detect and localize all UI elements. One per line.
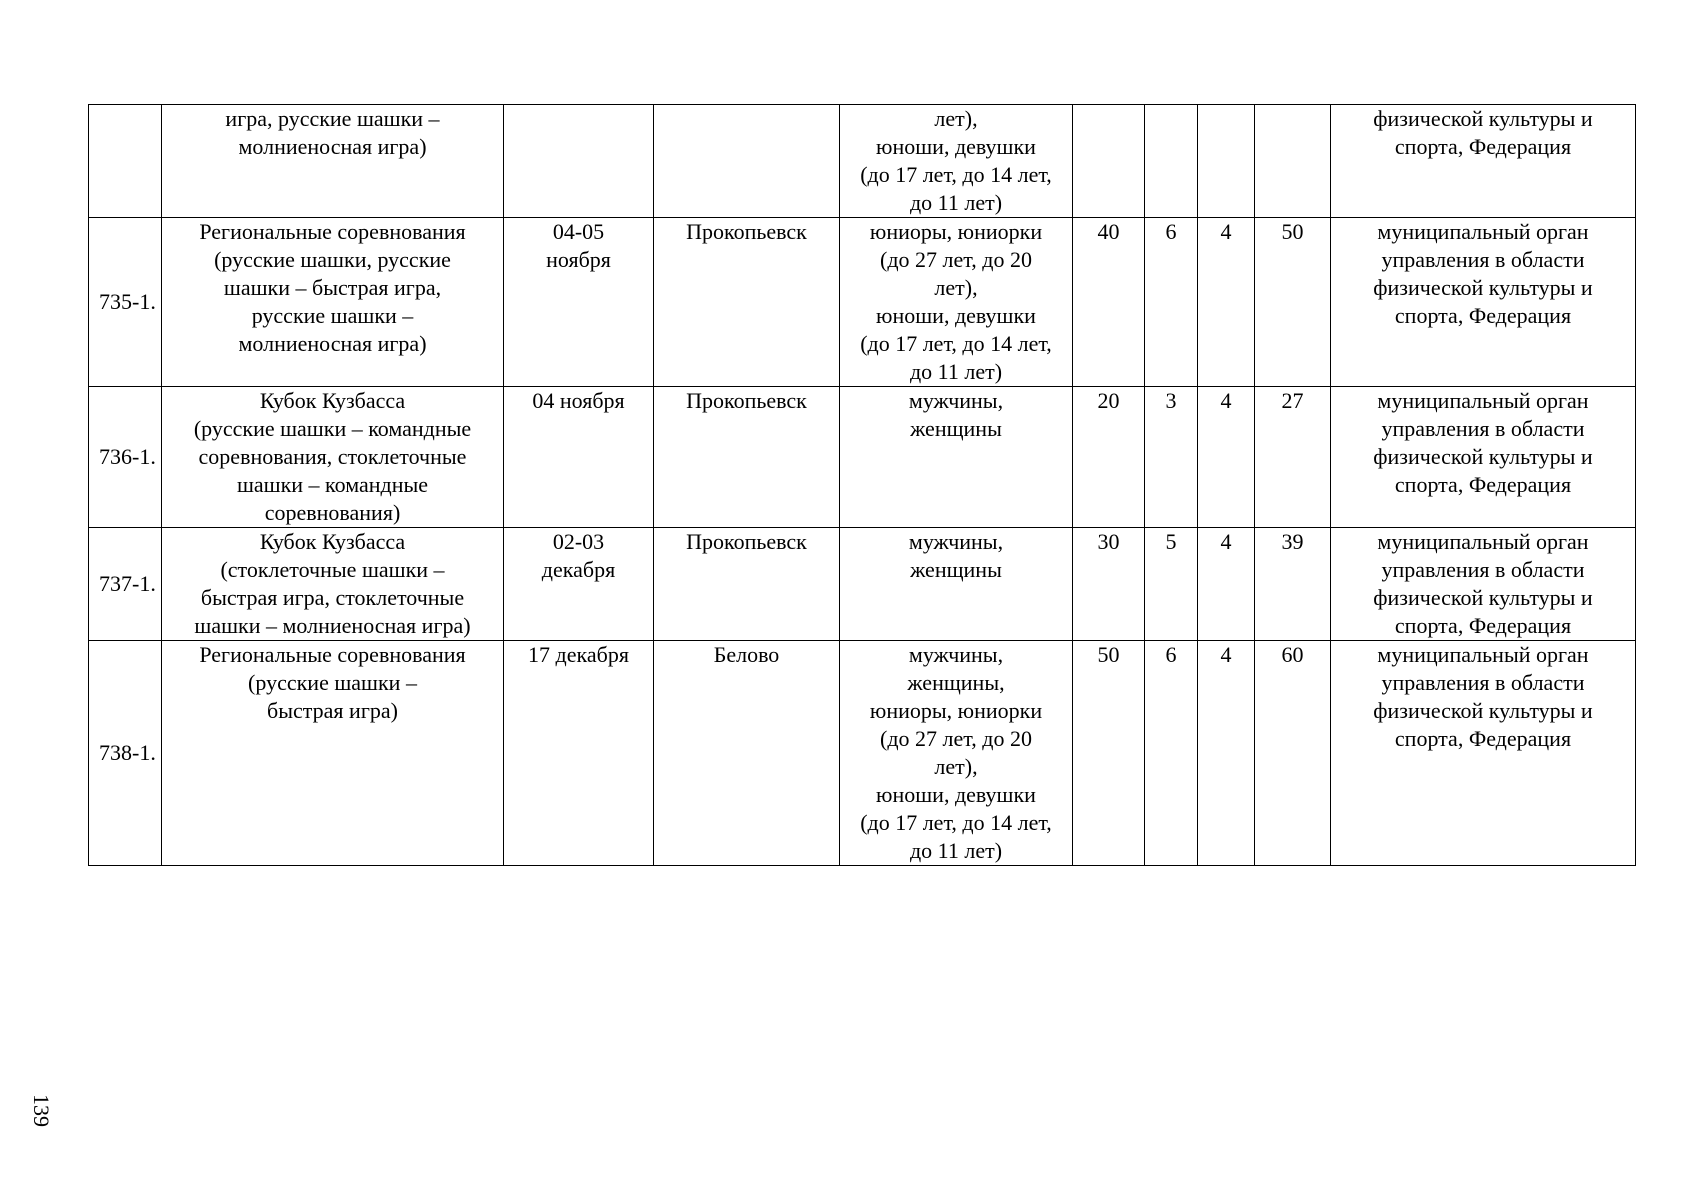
row-number: 736-1. [89,387,162,528]
competition-place: Прокопьевск [654,218,840,387]
count-cell: 4 [1198,387,1255,528]
competition-name: Региональные соревнования (русские шашки – быстрая игра) [162,641,504,866]
competition-place: Прокопьевск [654,387,840,528]
participants: лет), юноши, девушки (до 17 лет, до 14 лет, до 11 лет) [840,105,1073,218]
competition-place: Белово [654,641,840,866]
participants: мужчины, женщины, юниоры, юниорки (до 27 лет, до 20 лет), юноши, девушки (до 17 лет, до 14 лет, до 11 лет) [840,641,1073,866]
row-number [89,105,162,218]
count-cell: 20 [1073,387,1145,528]
count-cell: 4 [1198,528,1255,641]
competition-dates: 17 декабря [504,641,654,866]
competition-dates [504,105,654,218]
page-number: 139 [29,1094,54,1127]
count-cell: 40 [1073,218,1145,387]
competition-dates: 02-03 декабря [504,528,654,641]
row-number: 738-1. [89,641,162,866]
count-cell [1198,105,1255,218]
competitions-table [88,104,1636,866]
count-cell: 39 [1255,528,1331,641]
count-cell: 30 [1073,528,1145,641]
participants: юниоры, юниорки (до 27 лет, до 20 лет), юноши, девушки (до 17 лет, до 14 лет, до 11 лет) [840,218,1073,387]
competition-dates: 04-05 ноября [504,218,654,387]
competition-name: Кубок Кузбасса (русские шашки – командные соревнования, стоклеточные шашки – командные соревнования) [162,387,504,528]
organizer: муниципальный орган управления в области физической культуры и спорта, Федерация [1331,218,1636,387]
count-cell: 6 [1145,641,1198,866]
count-cell: 6 [1145,218,1198,387]
count-cell: 5 [1145,528,1198,641]
participants: мужчины, женщины [840,528,1073,641]
participants: мужчины, женщины [840,387,1073,528]
count-cell: 3 [1145,387,1198,528]
table-row [89,387,1636,528]
competition-name: Региональные соревнования (русские шашки, русские шашки – быстрая игра, русские шашки – молниеносная игра) [162,218,504,387]
organizer: муниципальный орган управления в области физической культуры и спорта, Федерация [1331,528,1636,641]
organizer: муниципальный орган управления в области физической культуры и спорта, Федерация [1331,641,1636,866]
table-row [89,641,1636,866]
competition-name: Кубок Кузбасса (стоклеточные шашки – быстрая игра, стоклеточные шашки – молниеносная игра) [162,528,504,641]
organizer: физической культуры и спорта, Федерация [1331,105,1636,218]
row-number: 735-1. [89,218,162,387]
table-row [89,105,1636,218]
count-cell: 4 [1198,641,1255,866]
table-row [89,218,1636,387]
count-cell [1255,105,1331,218]
table-row [89,528,1636,641]
competition-dates: 04 ноября [504,387,654,528]
count-cell: 4 [1198,218,1255,387]
competition-name: игра, русские шашки – молниеносная игра) [162,105,504,218]
count-cell: 50 [1073,641,1145,866]
count-cell [1145,105,1198,218]
count-cell [1073,105,1145,218]
competition-place [654,105,840,218]
count-cell: 50 [1255,218,1331,387]
count-cell: 60 [1255,641,1331,866]
row-number: 737-1. [89,528,162,641]
organizer: муниципальный орган управления в области физической культуры и спорта, Федерация [1331,387,1636,528]
count-cell: 27 [1255,387,1331,528]
competition-place: Прокопьевск [654,528,840,641]
